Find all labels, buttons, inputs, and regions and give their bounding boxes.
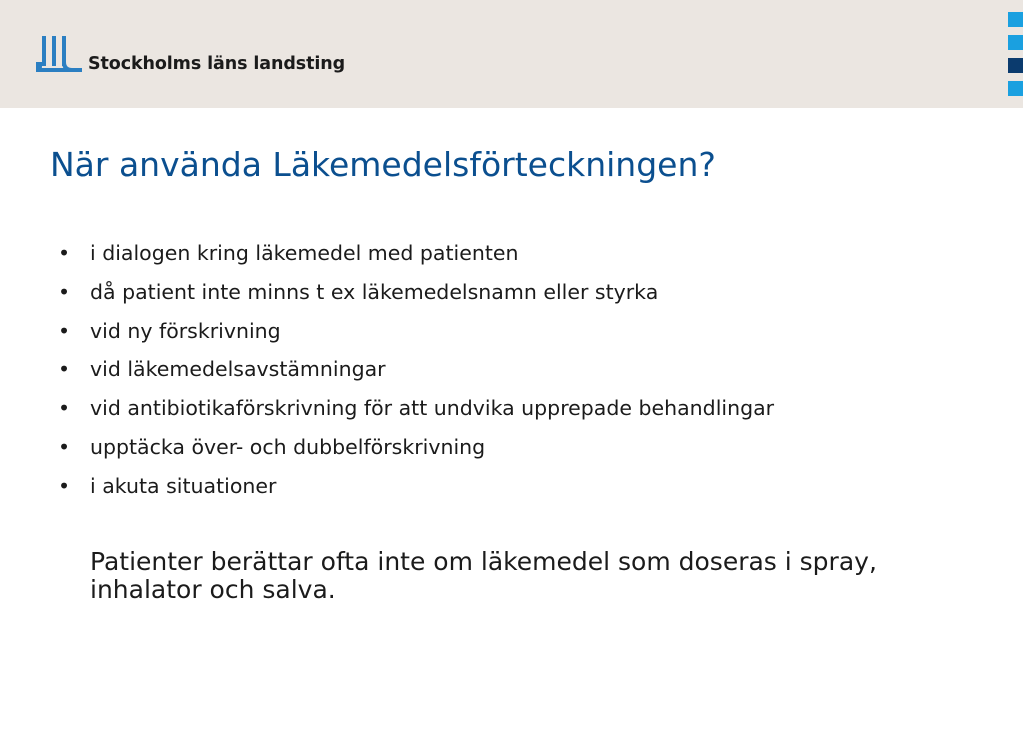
bullet-item xyxy=(56,469,774,508)
square-3 xyxy=(1008,58,1023,73)
bullet-list xyxy=(56,236,774,508)
bullet-dot: • xyxy=(58,434,71,459)
bullet-dot: • xyxy=(58,241,71,265)
header-band xyxy=(0,0,1023,108)
bullet-text: vid läkemedelsavstämningar xyxy=(90,357,386,382)
bullet-item xyxy=(56,430,774,469)
decorative-squares xyxy=(1008,12,1023,104)
bullet-dot: • xyxy=(58,473,71,498)
bullet-item xyxy=(56,391,774,430)
bullet-item xyxy=(56,314,774,353)
slide-title: När använda Läkemedelsförteckningen? xyxy=(50,145,716,184)
bullet-dot: • xyxy=(58,318,71,343)
square-1 xyxy=(1008,12,1023,27)
square-4 xyxy=(1008,81,1023,96)
bullet-text: då patient inte minns t ex läkemedelsnamn eller styrka xyxy=(90,279,659,304)
bullet-text: upptäcka över- och dubbelförskrivning xyxy=(90,434,486,459)
bullet-text: vid ny förskrivning xyxy=(90,318,281,343)
sll-logo-icon xyxy=(36,36,82,76)
bullet-item xyxy=(56,352,774,391)
logo xyxy=(36,36,345,76)
bullet-item xyxy=(56,275,774,314)
bullet-text: i akuta situationer xyxy=(90,473,277,498)
bullet-item xyxy=(56,236,774,275)
note-text: Patienter berättar ofta inte om läkemedel som doseras i spray, inhalator och salva. xyxy=(90,547,877,604)
bullet-text: vid antibiotikaförskrivning för att undvika upprepade behandlingar xyxy=(90,396,775,421)
square-2 xyxy=(1008,35,1023,50)
bullet-dot: • xyxy=(58,396,71,421)
bullet-dot: • xyxy=(58,357,71,382)
bullet-text: i dialogen kring läkemedel med patienten xyxy=(90,241,519,265)
org-name: Stockholms läns landsting xyxy=(88,54,346,74)
bullet-dot: • xyxy=(58,279,71,304)
